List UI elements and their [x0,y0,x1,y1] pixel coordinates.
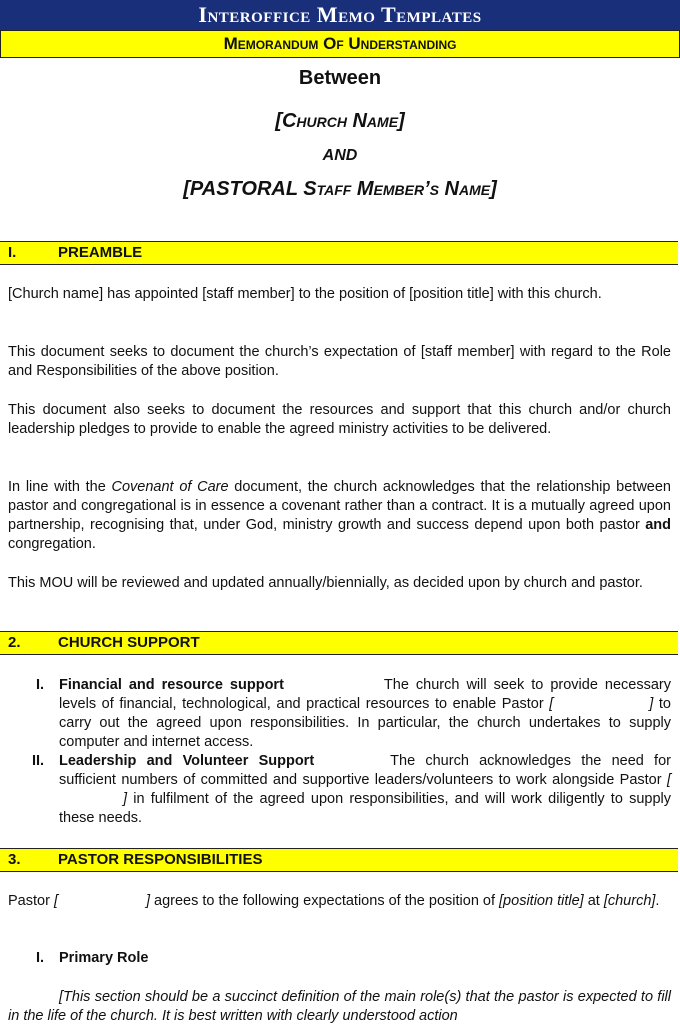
item-numeral: II. [32,753,45,769]
document-type-heading: Memorandum Of Understanding [0,30,680,58]
section-title: PREAMBLE [58,244,143,261]
volunteer-support-item: Leadership and Volunteer Support The church acknowledges the need for sufficient numbers of committed and supportive leaders/volunteers to work alongside Pastor [] in fulfilment of the agreed upon responsibilities, and will work diligently to supply these needs. [59,753,671,826]
section-church-support-header [0,631,678,655]
primary-role-heading: Primary Role [59,950,149,966]
preamble-paragraph-5: This MOU will be reviewed and updated annually/biennially, as decided upon by church and pastor. [8,575,643,591]
banner-title: Interoffice Memo Templates [0,0,680,30]
section-number: 3. [8,851,21,868]
item-numeral: I. [36,950,45,966]
and-label: AND [322,147,358,164]
staff-name-placeholder: [PASTORAL Staff Member’s Name] [183,178,497,200]
primary-role-description: [This section should be a succinct definition of the main role(s) that the pastor is expected to fill in the life of the church. It is best written with clearly understood action [8,989,671,1024]
pastor-intro-paragraph: Pastor [ ] agrees to the following expectations of the position of [position title] at [church]. [8,893,660,909]
preamble-paragraph-2: This document seeks to document the church’s expectation of [staff member] with regard to the Role and Responsibilities of the above position. [8,344,671,379]
preamble-paragraph-1: [Church name] has appointed [staff member] to the position of [position title] with this church. [8,286,602,302]
section-pastor-responsibilities-header [0,848,678,872]
item-numeral: I. [36,677,45,693]
between-label: Between [298,67,382,89]
section-title: PASTOR RESPONSIBILITIES [58,851,263,868]
section-number: 2. [8,634,21,651]
preamble-paragraph-4: In line with the Covenant of Care document, the church acknowledges that the relationship between pastor and congregational is in essence a covenant rather than a contract. It is a mutually agreed upon partnership, recognising that, under God, ministry growth and success depend upon both pastor and congregation. [8,479,671,552]
section-number: I. [8,244,17,261]
preamble-paragraph-3: This document also seeks to document the resources and support that this church and/or church leadership pledges to provide to enable the agreed ministry activities to be delivered. [8,402,671,437]
section-title: CHURCH SUPPORT [58,634,200,651]
church-name-placeholder: [Church Name] [275,110,405,132]
financial-support-item: Financial and resource support The church will seek to provide necessary levels of financial, technological, and practical resources to enable Pastor [ ] to carry out the agreed upon responsibilities. In particular, the church undertakes to supply computer and internet access. [59,677,672,750]
section-preamble-header [0,241,678,265]
